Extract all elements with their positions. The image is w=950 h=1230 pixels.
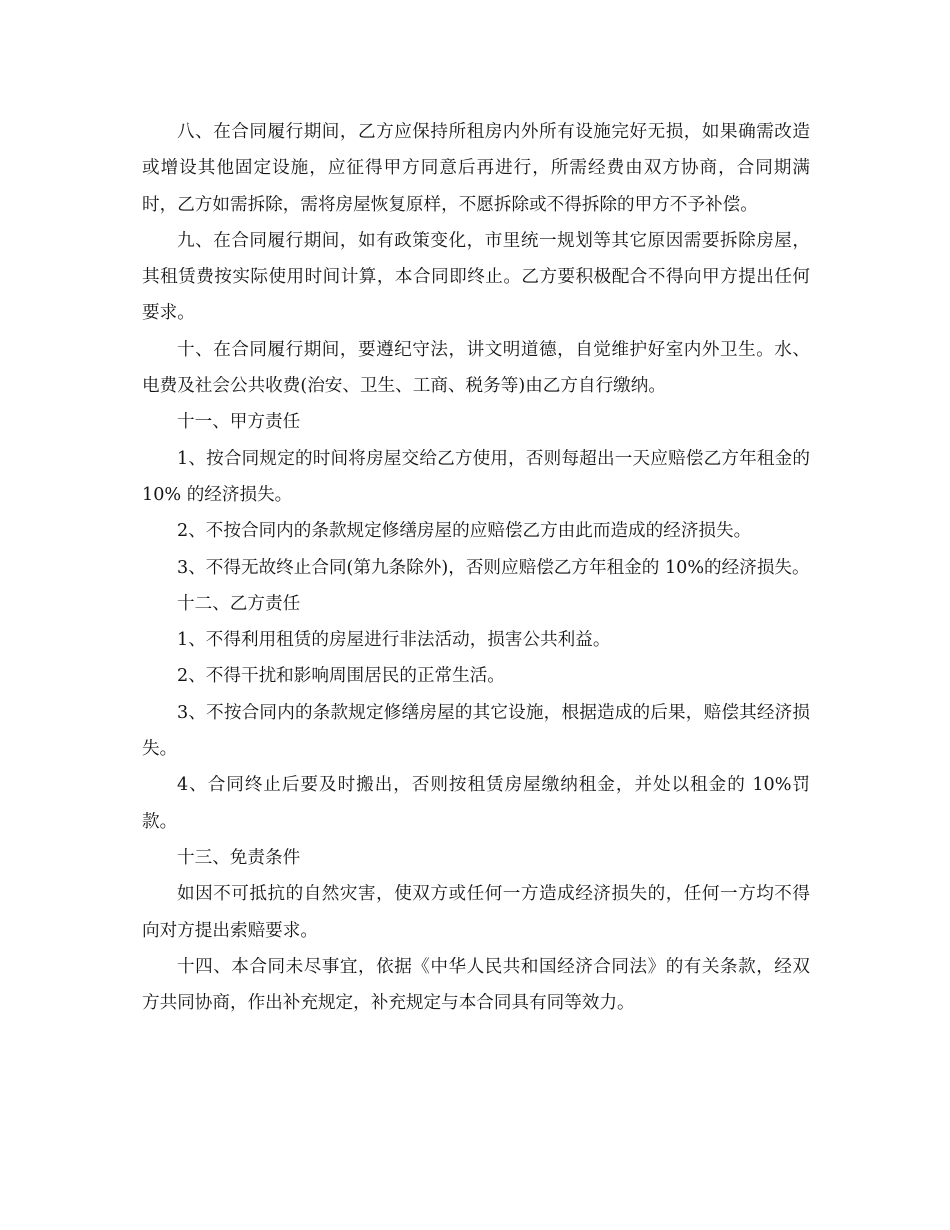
- clause-8: 八、在合同履行期间，乙方应保持所租房内外所有设施完好无损，如果确需改造或增设其他固定设施，应征得甲方同意后再进行，所需经费由双方协商，合同期满时，乙方如需拆除，需将房屋恢复原样，不愿拆除或不得拆除的甲方不予补偿。: [142, 122, 810, 215]
- clause-12-heading: 十二、乙方责任: [177, 593, 301, 614]
- clause-11-item-2: 2、不按合同内的条款规定修缮房屋的应赔偿乙方由此而造成的经济损失。: [177, 521, 752, 542]
- clause-12-item-4: 4、合同终止后要及时搬出，否则按租赁房屋缴纳租金，并处以租金的 10%罚款。: [142, 775, 810, 832]
- clause-11-item-1: 1、按合同规定的时间将房屋交给乙方使用，否则每超出一天应赔偿乙方年租金的 10% 的经济损失。: [142, 448, 810, 505]
- clause-13-body: 如因不可抵抗的自然灾害，使双方或任何一方造成经济损失的，任何一方均不得向对方提出索赔要求。: [142, 884, 810, 941]
- clause-11-item-3: 3、不得无故终止合同(第九条除外)，否则应赔偿乙方年租金的 10%的经济损失。: [177, 557, 810, 578]
- clause-12-item-2: 2、不得干扰和影响周围居民的正常生活。: [177, 666, 505, 687]
- clause-12-item-1: 1、不得利用租赁的房屋进行非法活动，损害公共利益。: [177, 630, 611, 651]
- clause-13-heading: 十三、免责条件: [177, 847, 301, 868]
- clause-12-item-3: 3、不按合同内的条款规定修缮房屋的其它设施，根据造成的后果，赔偿其经济损失。: [142, 702, 810, 760]
- clause-11-heading: 十一、甲方责任: [177, 412, 301, 433]
- document-body: [142, 114, 810, 1021]
- clause-9: 九、在合同履行期间，如有政策变化，市里统一规划等其它原因需要拆除房屋，其租赁费按实际使用时间计算，本合同即终止。乙方要积极配合不得向甲方提出任何要求。: [142, 230, 810, 324]
- clause-14: 十四、本合同未尽事宜，依据《中华人民共和国经济合同法》的有关条款，经双方共同协商，作出补充规定，补充规定与本合同具有同等效力。: [142, 956, 810, 1014]
- clause-10: 十、在合同履行期间，要遵纪守法，讲文明道德，自觉维护好室内外卫生。水、电费及社会公共收费(治安、卫生、工商、税务等)由乙方自行缴纳。: [142, 339, 810, 397]
